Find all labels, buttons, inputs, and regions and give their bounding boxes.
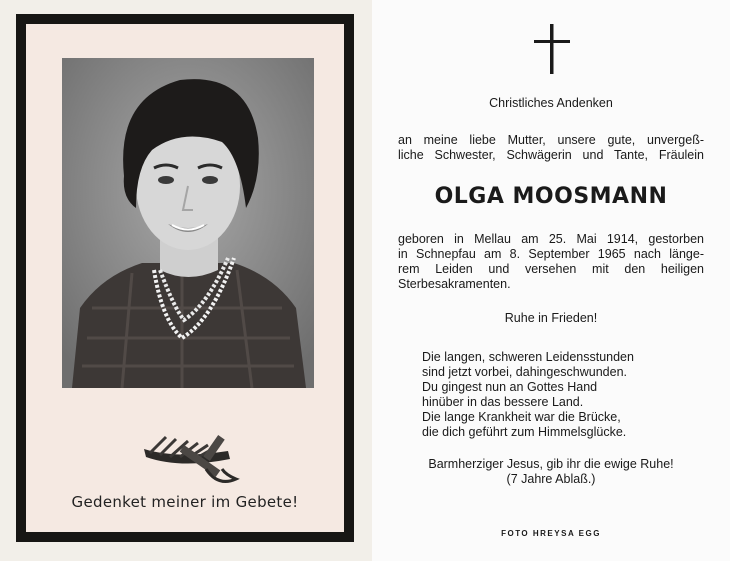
poem-line: Du gingest nun an Gottes Hand	[422, 380, 598, 394]
bio-line-4: Sterbesakramenten.	[398, 277, 511, 291]
prayer-caption: Gedenket meiner im Gebete!	[71, 493, 299, 511]
poem-line: Die langen, schweren Leidensstunden	[422, 350, 634, 364]
portrait-photo	[62, 58, 314, 388]
poem-line: die dich geführt zum Himmelsglücke.	[422, 425, 627, 439]
bio-line-1: geboren in Mellau am 25. Mai 1914, gestorben	[398, 232, 704, 246]
poem-line: Die lange Krankheit war die Brücke,	[422, 410, 621, 424]
cross-icon	[532, 24, 572, 74]
poem-line: sind jetzt vorbei, dahingeschwunden.	[422, 365, 627, 379]
intro-line-1: an meine liebe Mutter, unsere gute, unvergeß-	[398, 133, 704, 147]
bio-line-3: rem Leiden und versehen mit den heiligen	[398, 262, 704, 276]
card-front-inner	[26, 24, 344, 532]
cross-with-palm-icon	[136, 429, 256, 489]
poem-line: hinüber in das bessere Land.	[422, 395, 584, 409]
prayer-line-1: Barmherziger Jesus, gib ihr die ewige Ruhe!	[428, 457, 674, 471]
intro-line-2: liche Schwester, Schwägerin und Tante, Fräulein	[398, 148, 704, 162]
heading: Christliches Andenken	[489, 96, 613, 110]
memorial-card-back	[372, 0, 730, 561]
rest-in-peace: Ruhe in Frieden!	[504, 311, 598, 325]
prayer-line-2: (7 Jahre Ablaß.)	[506, 472, 596, 486]
memorial-card-front	[16, 14, 354, 542]
portrait-illustration	[62, 58, 314, 388]
poem	[422, 350, 634, 440]
deceased-name: OLGA MOOSMANN	[434, 184, 668, 209]
bio-line-2: in Schnepfau am 8. September 1965 nach länge-	[398, 247, 704, 261]
photo-credit: FOTO HREYSA EGG	[501, 529, 601, 538]
